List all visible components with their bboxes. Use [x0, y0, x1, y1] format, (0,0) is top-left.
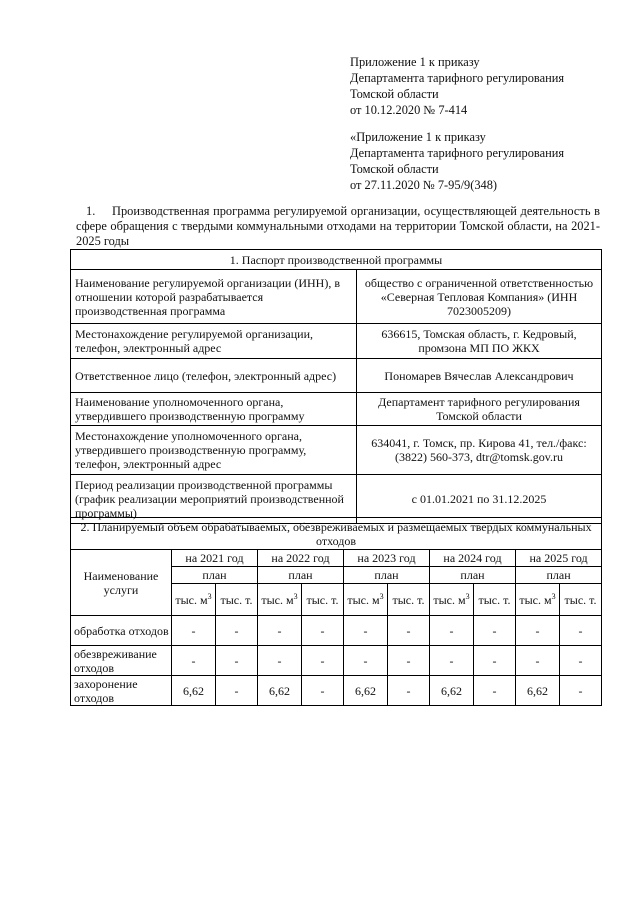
volume-cell: - [474, 646, 516, 676]
volume-cell: - [302, 676, 344, 706]
unit-m3-header: тыс. $м^3$ [344, 584, 388, 616]
program-title [76, 204, 600, 249]
unit-m3-header: тыс. $м^3$ [172, 584, 216, 616]
header-line: Томской области [350, 162, 439, 176]
program-title-text: Производственная программа регулируемой организации, осуществляющей деятельность в сфере обращения с твердыми коммунальными отходами на территории Томской области, на 2021- 2025 годы [76, 204, 600, 248]
volume-cell: 6,62 [172, 676, 216, 706]
table-row [71, 676, 602, 706]
unit-m3-header: тыс. $м^3$ [258, 584, 302, 616]
passport-value: Пономарев Вячеслав Александрович [357, 359, 602, 393]
section-number: 1. [86, 204, 96, 218]
volume-cell: - [430, 616, 474, 646]
volume-cell: 6,62 [258, 676, 302, 706]
document-header [350, 54, 620, 193]
passport-value: с 01.01.2021 по 31.12.2025 [357, 475, 602, 524]
volume-title: 2. Планируемый объем обрабатываемых, обезвреживаемых и размещаемых твердых коммунальных отходов [71, 518, 602, 550]
header-line: от 27.11.2020 № 7-95/9(348) [350, 178, 498, 192]
volume-table [70, 517, 602, 706]
year-header: на 2022 год [258, 550, 344, 567]
volume-cell: - [474, 676, 516, 706]
volume-cell: - [216, 676, 258, 706]
passport-value: 636615, Томская область, г. Кедровый, промзона МП ПО ЖКХ [357, 324, 602, 359]
volume-cell: - [560, 676, 602, 706]
passport-label: Местонахождение уполномоченного органа, утвердившего производственную программу, телефон, электронный адрес [71, 426, 357, 475]
unit-t-header: тыс. т. [560, 584, 602, 616]
volume-cell: - [560, 616, 602, 646]
header-line: Департамента тарифного регулирования [350, 71, 565, 85]
volume-cell: 6,62 [344, 676, 388, 706]
volume-cell: - [216, 616, 258, 646]
volume-cell: - [258, 616, 302, 646]
unit-m3-header: тыс. $м^3$ [430, 584, 474, 616]
volume-cell: - [344, 616, 388, 646]
volume-cell: - [172, 616, 216, 646]
volume-cell: - [344, 646, 388, 676]
year-header: на 2025 год [516, 550, 602, 567]
unit-t-header: тыс. т. [302, 584, 344, 616]
header-line: Приложение 1 к приказу [350, 55, 480, 69]
table-row [71, 646, 602, 676]
passport-label: Наименование уполномоченного органа, утвердившего производственную программу [71, 393, 357, 426]
volume-cell: - [474, 616, 516, 646]
volume-cell: - [302, 616, 344, 646]
plan-header: план [516, 567, 602, 584]
volume-cell: - [516, 646, 560, 676]
volume-cell: - [388, 676, 430, 706]
service-name: захоронение отходов [71, 676, 172, 706]
service-name: обезвреживание отходов [71, 646, 172, 676]
passport-label: Наименование регулируемой организации (ИНН), в отношении которой разрабатывается производственная программа [71, 270, 357, 324]
volume-cell: - [302, 646, 344, 676]
year-header: на 2024 год [430, 550, 516, 567]
unit-t-header: тыс. т. [216, 584, 258, 616]
header-line: от 10.12.2020 № 7-414 [350, 103, 468, 117]
passport-value: Департамент тарифного регулирования Томской области [357, 393, 602, 426]
volume-cell: - [388, 646, 430, 676]
volume-cell: - [430, 646, 474, 676]
table-row [71, 616, 602, 646]
volume-cell: - [516, 616, 560, 646]
year-header: на 2023 год [344, 550, 430, 567]
plan-header: план [258, 567, 344, 584]
unit-m3-header: тыс. $м^3$ [516, 584, 560, 616]
volume-cell: - [258, 646, 302, 676]
service-column-header: Наименование услуги [71, 550, 172, 616]
passport-title: 1. Паспорт производственной программы [71, 250, 602, 270]
volume-cell: 6,62 [516, 676, 560, 706]
plan-header: план [172, 567, 258, 584]
plan-header: план [344, 567, 430, 584]
passport-label: Местонахождение регулируемой организации, телефон, электронный адрес [71, 324, 357, 359]
unit-t-header: тыс. т. [474, 584, 516, 616]
passport-label: Ответственное лицо (телефон, электронный адрес) [71, 359, 357, 393]
passport-table [70, 249, 602, 524]
passport-label: Период реализации производственной программы (график реализации мероприятий производственной программы) [71, 475, 357, 524]
header-line: Департамента тарифного регулирования [350, 146, 565, 160]
header-line: Томской области [350, 87, 439, 101]
year-header: на 2021 год [172, 550, 258, 567]
volume-cell: - [172, 646, 216, 676]
volume-cell: - [388, 616, 430, 646]
volume-cell: - [560, 646, 602, 676]
unit-t-header: тыс. т. [388, 584, 430, 616]
passport-value: общество с ограниченной ответственностью «Северная Тепловая Компания» (ИНН 7023005209) [357, 270, 602, 324]
header-line: «Приложение 1 к приказу [350, 130, 486, 144]
passport-value: 634041, г. Томск, пр. Кирова 41, тел./факс: (3822) 560-373, dtr@tomsk.gov.ru [357, 426, 602, 475]
volume-cell: 6,62 [430, 676, 474, 706]
plan-header: план [430, 567, 516, 584]
volume-cell: - [216, 646, 258, 676]
service-name: обработка отходов [71, 616, 172, 646]
